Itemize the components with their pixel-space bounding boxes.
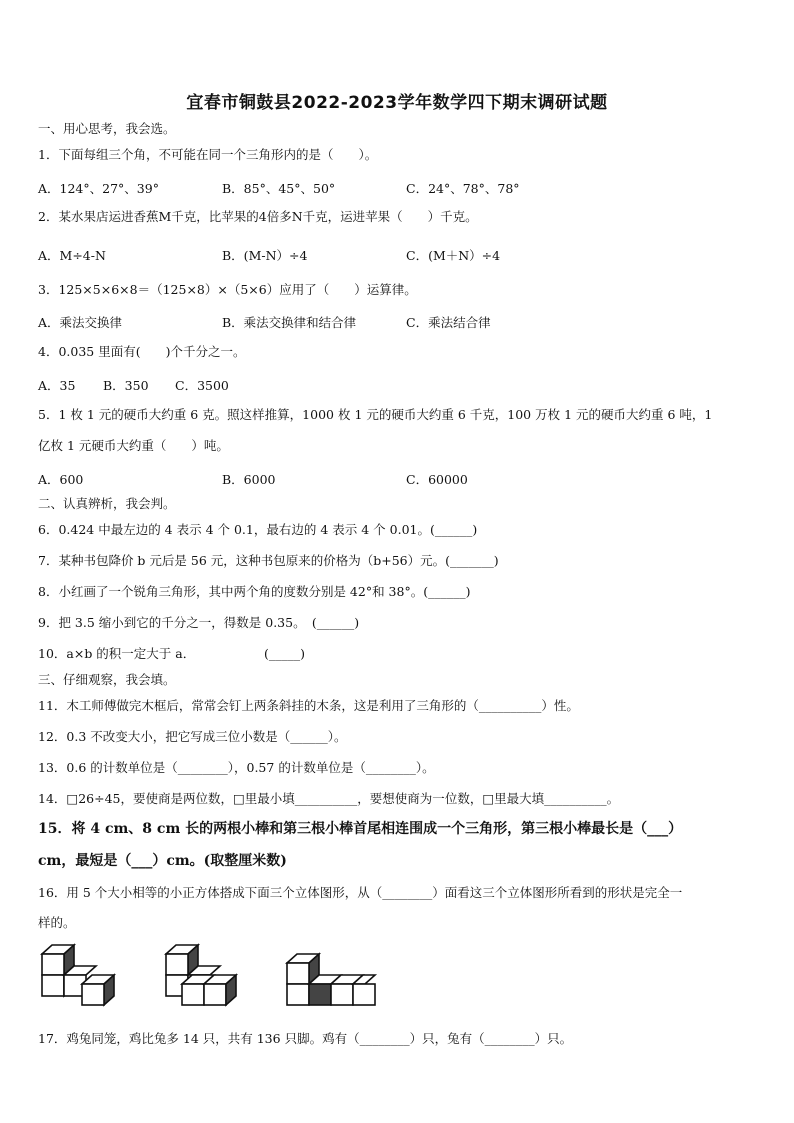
question-3-option-a: A．乘法交换律 (38, 315, 123, 330)
question-16-line-1: 16．用 5 个大小相等的小正方体搭成下面三个立体图形，从（________）面看这三个立体图形所看到的形状是完全一 (38, 885, 683, 900)
question-1-option-b: B．85°、45°、50° (222, 181, 336, 196)
question-12: 12．0.3 不改变大小，把它写成三位小数是（______）。 (38, 729, 347, 744)
cube-figure-3 (285, 942, 385, 1012)
question-3: 3．125×5×6×8＝（125×8）×（5×6）应用了（ ）运算律。 (38, 282, 417, 297)
question-1-option-a: A．124°、27°、39° (38, 181, 159, 196)
question-3-option-c: C．乘法结合律 (406, 315, 491, 330)
question-6: 6．0.424 中最左边的 4 表示 4 个 0.1，最右边的 4 表示 4 个 0.01。(______) (38, 522, 478, 537)
section-heading-1: 一、用心思考，我会选。 (38, 121, 176, 136)
question-3-option-b: B．乘法交换律和结合律 (222, 315, 357, 330)
question-17: 17．鸡兔同笼，鸡比兔多 14 只，共有 136 只脚。鸡有（________）只，兔有（________）只。 (38, 1031, 573, 1046)
question-15-line-2: cm，最短是（___）cm。(取整厘米数) (38, 853, 287, 869)
cube-figure-1 (40, 942, 132, 1012)
question-15-line-1: 15．将 4 cm、8 cm 长的两根小棒和第三根小棒首尾相连围成一个三角形，第三根小棒最长是（___） (38, 821, 683, 837)
section-heading-2: 二、认真辨析，我会判。 (38, 496, 176, 511)
question-2-option-c: C．(M＋N）÷4 (406, 248, 501, 263)
question-4-option-b: B．350 (103, 378, 149, 393)
question-5-option-a: A．600 (38, 472, 84, 487)
question-14: 14．□26÷45，要使商是两位数，□里最小填__________，要想使商为一位数，□里最大填__________。 (38, 791, 620, 806)
question-1: 1．下面每组三个角，不可能在同一个三角形内的是（ ）。 (38, 147, 378, 162)
section-heading-3: 三、仔细观察，我会填。 (38, 672, 176, 687)
question-1-option-c: C．24°、78°、78° (406, 181, 520, 196)
question-7: 7．某种书包降价 b 元后是 56 元，这种书包原来的价格为（b+56）元。(_______) (38, 553, 499, 568)
question-4-option-a: A．35 (38, 378, 76, 393)
question-2: 2．某水果店运进香蕉M千克，比苹果的4倍多N千克，运进苹果（ ）千克。 (38, 209, 478, 224)
cube-figure-2 (164, 942, 256, 1012)
question-5-option-b: B．6000 (222, 472, 276, 487)
question-9: 9．把 3.5 缩小到它的千分之一，得数是 0.35。 (______) (38, 615, 360, 630)
question-5-option-c: C．60000 (406, 472, 468, 487)
question-16-line-2: 样的。 (38, 915, 76, 930)
question-4: 4．0.035 里面有( )个千分之一。 (38, 344, 246, 359)
exam-title: 宜春市铜鼓县2022-2023学年数学四下期末调研试题 (186, 93, 608, 113)
question-11: 11．木工师傅做完木框后，常常会钉上两条斜挂的木条，这是利用了三角形的（__________）性。 (38, 698, 579, 713)
question-4-option-c: C．3500 (175, 378, 229, 393)
question-5-line-2: 亿枚 1 元硬币大约重（ ）吨。 (38, 438, 229, 453)
question-2-option-a: A．M÷4-N (38, 248, 106, 263)
question-10: 10．a×b 的积一定大于 a． (_____) (38, 646, 305, 661)
question-5-line-1: 5．1 枚 1 元的硬币大约重 6 克。照这样推算，1000 枚 1 元的硬币大约重 6 千克，100 万枚 1 元的硬币大约重 6 吨，1 (38, 407, 713, 422)
question-8: 8．小红画了一个锐角三角形，其中两个角的度数分别是 42°和 38°。(______) (38, 584, 471, 599)
question-2-option-b: B．(M-N）÷4 (222, 248, 308, 263)
question-13: 13．0.6 的计数单位是（________），0.57 的计数单位是（________）。 (38, 760, 435, 775)
